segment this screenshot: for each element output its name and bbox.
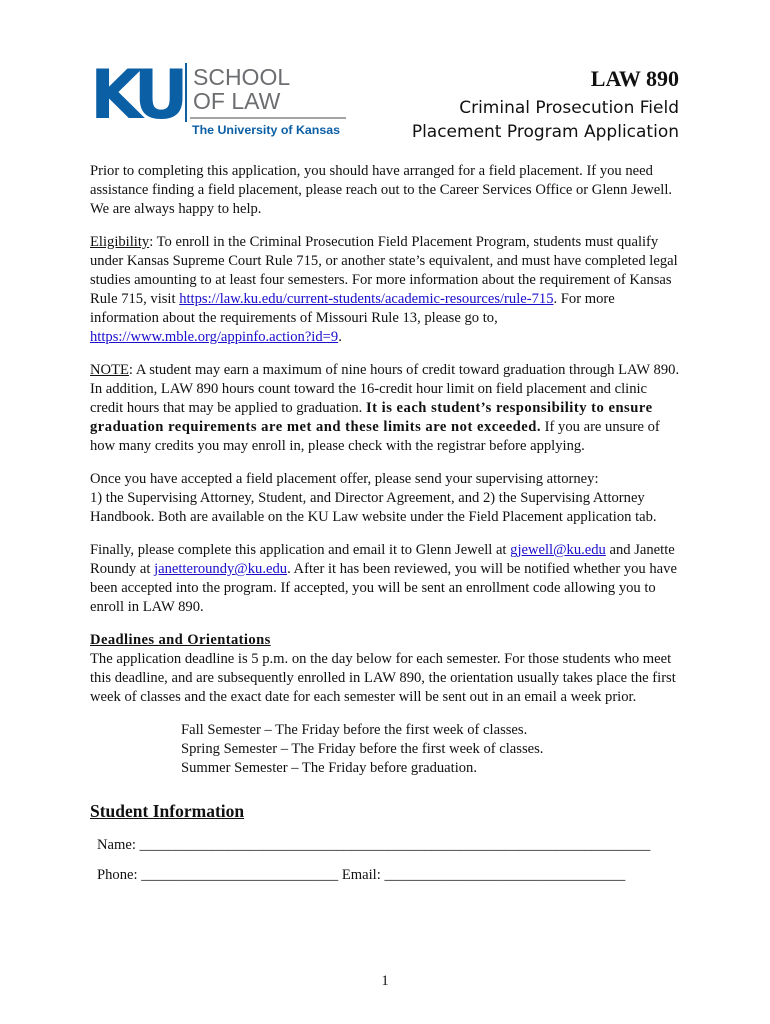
eligibility-label: Eligibility (90, 234, 150, 250)
phone-field[interactable]: ___________________________ (141, 867, 339, 883)
phone-email-row (90, 866, 682, 885)
semester-item: Summer Semester – The Friday before graduation. (181, 760, 477, 776)
eligibility-paragraph (90, 233, 682, 347)
finally-text-2: and Janette Roundy at (90, 542, 675, 577)
note-label: NOTE (90, 362, 129, 378)
eligibility-text-1: : To enroll in the Criminal Prosecution Field Placement Program, students must qualify under Kansas Supreme Court Rule 715, or another state’s equivalent, and must have completed legal studies amounting to at least four semesters. For more information about the requirement of Kansas Rule 715, visit (90, 234, 678, 307)
eligibility-text-3: . (338, 329, 342, 345)
deadlines-heading: Deadlines and Orientations (90, 632, 271, 648)
finally-text-3: . After it has been reviewed, you will be notified whether you have been accepted into the program. If accepted, you will be sent an enrollment code allowing you to enroll in LAW 890. (90, 561, 677, 615)
note-bold-warning: It is each student’s responsibility to ensure graduation requirements are met and these limits are not exceeded. (90, 400, 653, 435)
course-code: LAW 890 (590, 66, 679, 91)
document-title (359, 96, 679, 144)
note-text-2: If you are unsure of how many credits you may enroll in, please check with the registrar before applying. (90, 419, 660, 454)
deadlines-text: The application deadline is 5 p.m. on the day below for each semester. For those students who meet this deadline, and are subsequently enrolled in LAW 890, the orientation usually takes place the first week of classes and the exact date for each semester will be sent out in an email a week prior. (90, 651, 676, 705)
logo-line2: OF LAW (193, 88, 281, 114)
note-paragraph (90, 361, 682, 456)
accepted-paragraph (90, 470, 682, 527)
email-label: Email: (341, 867, 381, 883)
accepted-line-1: Once you have accepted a field placement offer, please send your supervising attorney: (90, 471, 599, 487)
name-field-row (90, 836, 682, 855)
name-field[interactable]: ______________________________________________________________________ (139, 837, 651, 853)
name-label: Name: (97, 837, 136, 853)
finally-text-1: Finally, please complete this application and email it to Glenn Jewell at (90, 542, 511, 558)
title-line-1: Criminal Prosecution Field (459, 98, 679, 118)
missouri-rule-link[interactable]: https://www.mble.org/appinfo.action?id=9 (90, 329, 339, 345)
title-line-2: Placement Program Application (411, 122, 679, 142)
finally-paragraph (90, 541, 682, 617)
page-number: 1 (381, 973, 389, 989)
janette-email-link[interactable]: janetteroundy@ku.edu (154, 561, 288, 577)
semester-item: Fall Semester – The Friday before the first week of classes. (181, 722, 528, 738)
logo-line1: SCHOOL (193, 64, 291, 90)
ku-law-logo-graphic (90, 62, 350, 140)
note-text-1: : A student may earn a maximum of nine hours of credit toward graduation through LAW 890. In addition, LAW 890 hours count toward the 16-credit hour limit on field placement and clinic credit hours that may be applied to graduation. (90, 362, 680, 416)
student-info-heading: Student Information (90, 801, 245, 821)
eligibility-text-2: . For more information about the requirements of Missouri Rule 13, please go to, (90, 291, 615, 326)
document-body (90, 162, 682, 885)
semester-deadlines (90, 721, 682, 778)
semester-item: Spring Semester – The Friday before the first week of classes. (181, 741, 544, 757)
phone-label: Phone: (97, 867, 138, 883)
logo-university: The University of Kansas (192, 123, 341, 137)
glenn-email-link[interactable]: gjewell@ku.edu (510, 542, 606, 558)
intro-paragraph: Prior to completing this application, you should have arranged for a field placement. If you need assistance finding a field placement, please reach out to the Career Services Office or Glenn Jewell. We are always happy to help. (90, 163, 673, 217)
email-field[interactable]: _________________________________ (384, 867, 626, 883)
logo-mark: KU (90, 62, 181, 135)
rule-715-link[interactable]: https://law.ku.edu/current-students/academic-resources/rule-715 (179, 291, 554, 307)
accepted-line-2: 1) the Supervising Attorney, Student, and Director Agreement, and 2) the Supervising Attorney Handbook. Both are available on the KU Law website under the Field Placement application tab. (90, 490, 657, 525)
ku-law-logo (90, 62, 350, 140)
